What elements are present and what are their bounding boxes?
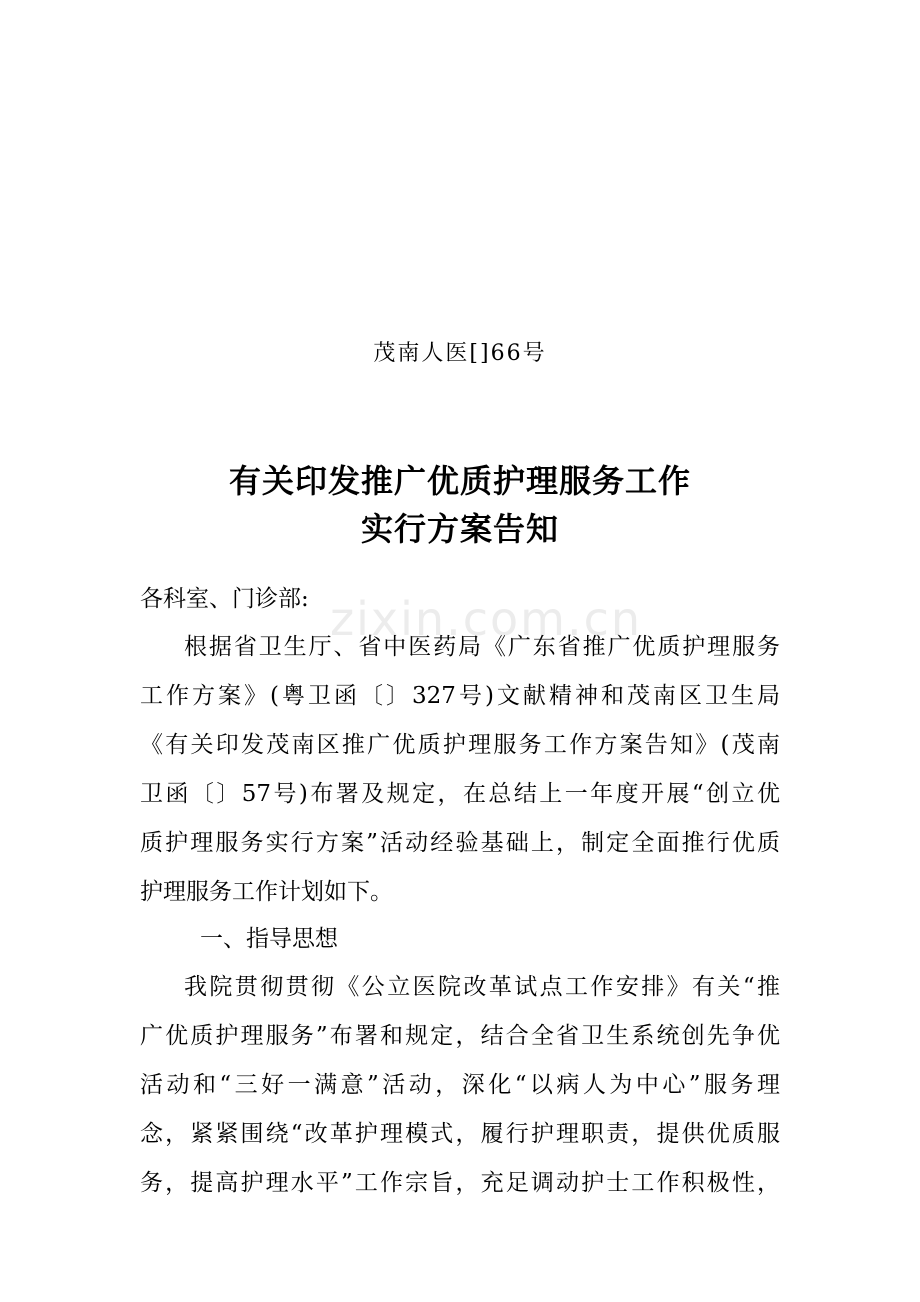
body-line: 活动和“三好一满意”活动，深化“以病人为中心”服务理 xyxy=(140,1072,780,1098)
body-line: 护理服务工作计划如下。 xyxy=(140,879,393,905)
body-line: 念，紧紧围绕“改革护理模式，履行护理职责，提供优质服 xyxy=(140,1121,780,1147)
body-line: 我院贯彻贯彻《公立医院改革试点工作安排》有关“推 xyxy=(184,974,780,1000)
body-line: 卫函〔〕57号)布署及规定，在总结上一年度开展“创立优 xyxy=(140,781,780,807)
body-line: 《有关印发茂南区推广优质护理服务工作方案告知》(茂南 xyxy=(140,732,780,758)
body-line: 工作方案》(粤卫函〔〕327号)文献精神和茂南区卫生局 xyxy=(140,683,780,709)
salutation: 各科室、门诊部: xyxy=(140,586,309,612)
document-title-line-1: 有关印发推广优质护理服务工作 xyxy=(228,462,691,500)
body-line: 根据省卫生厅、省中医药局《广东省推广优质护理服务 xyxy=(184,634,780,660)
document-title-line-2: 实行方案告知 xyxy=(360,510,559,548)
body-line: 质护理服务实行方案”活动经验基础上，制定全面推行优质 xyxy=(140,830,780,856)
body-line: 务，提高护理水平”工作宗旨，充足调动护士工作积极性， xyxy=(140,1170,780,1196)
watermark: zixin.com.cn xyxy=(330,592,643,646)
section-heading: 一、指导思想 xyxy=(200,926,338,952)
body-line: 广优质护理服务”布署和规定，结合全省卫生系统创先争优 xyxy=(140,1023,780,1049)
document-number: 茂南人医[]66号 xyxy=(373,341,547,366)
